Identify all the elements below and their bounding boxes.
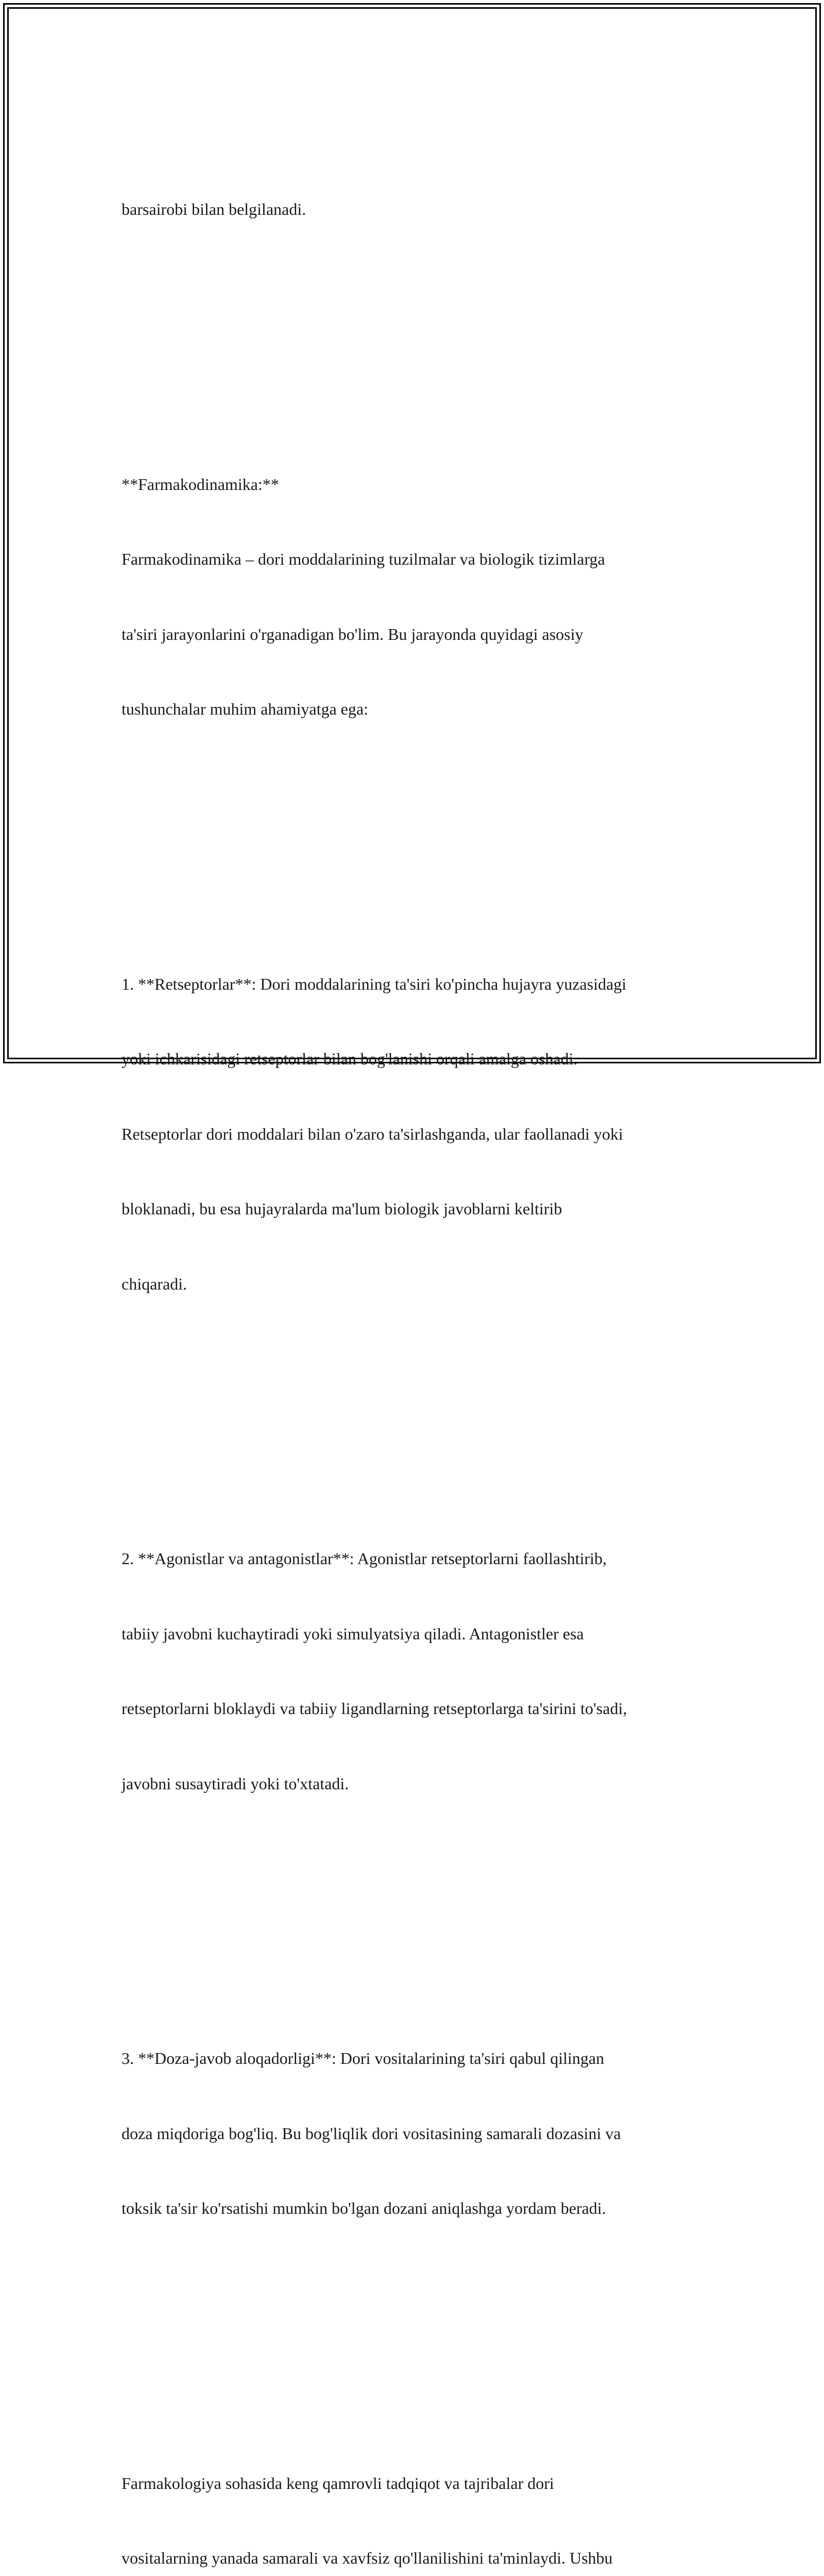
text-line: doza miqdoriga bog'liq. Bu bog'liqlik dori vositasining samarali dozasini va (122, 2121, 714, 2146)
paragraph-intro-continuation (122, 147, 714, 272)
paragraph-gap (122, 322, 714, 347)
list-item-doza-javob (122, 1996, 714, 2271)
text-line: tushunchalar muhim ahamiyatga ega: (122, 697, 714, 722)
paragraph-gap (122, 2321, 714, 2346)
text-line: 1. **Retseptorlar**: Dori moddalarining ta'siri ko'pincha hujayra yuzasidagi (122, 972, 714, 997)
text-line: Farmakologiya sohasida keng qamrovli tadqiqot va tajribalar dori (122, 2471, 714, 2496)
text-line: chiqaradi. (122, 1272, 714, 1297)
text-line: 3. **Doza-javob aloqadorligi**: Dori vositalarining ta'siri qabul qilingan (122, 2046, 714, 2071)
document-body (122, 97, 714, 2576)
paragraph-gap (122, 822, 714, 847)
text-line: toksik ta'sir ko'rsatishi mumkin bo'lgan dozani aniqlashga yordam beradi. (122, 2196, 714, 2221)
text-line: bloklanadi, bu esa hujayralarda ma'lum biologik javoblarni keltirib (122, 1196, 714, 1222)
paragraph-farmakodinamika (122, 422, 714, 772)
text-line: ta'siri jarayonlarini o'rganadigan bo'lim. Bu jarayonda quyidagi asosiy (122, 622, 714, 647)
list-item-agonistlar (122, 1496, 714, 1846)
paragraph-gap (122, 1396, 714, 1421)
text-line: Retseptorlar dori moddalari bilan o'zaro ta'sirlashganda, ular faollanadi yoki (122, 1122, 714, 1147)
text-line: vositalarning yanada samarali va xavfsiz qo'llanilishini ta'minlaydi. Ushbu (122, 2546, 714, 2571)
text-line: retseptorlarni bloklaydi va tabiiy ligandlarning retseptorlarga ta'sirini to'sadi, (122, 1696, 714, 1721)
text-line: 2. **Agonistlar va antagonistlar**: Agonistlar retseptorlarni faollashtirib, (122, 1546, 714, 1571)
list-item-retseptorlar (122, 922, 714, 1347)
paragraph-conclusion (122, 2421, 714, 2576)
text-line: yoki ichkarisidagi retseptorlar bilan bog'lanishi orqali amalga oshadi. (122, 1046, 714, 1072)
section-heading: **Farmakodinamika:** (122, 472, 714, 497)
text-line: barsairobi bilan belgilanadi. (122, 197, 714, 222)
text-line: tabiiy javobni kuchaytiradi yoki simulyatsiya qiladi. Antagonistler esa (122, 1621, 714, 1647)
text-line: Farmakodinamika – dori moddalarining tuzilmalar va biologik tizimlarga (122, 547, 714, 572)
paragraph-gap (122, 1896, 714, 1921)
text-line: javobni susaytiradi yoki to'xtatadi. (122, 1771, 714, 1797)
